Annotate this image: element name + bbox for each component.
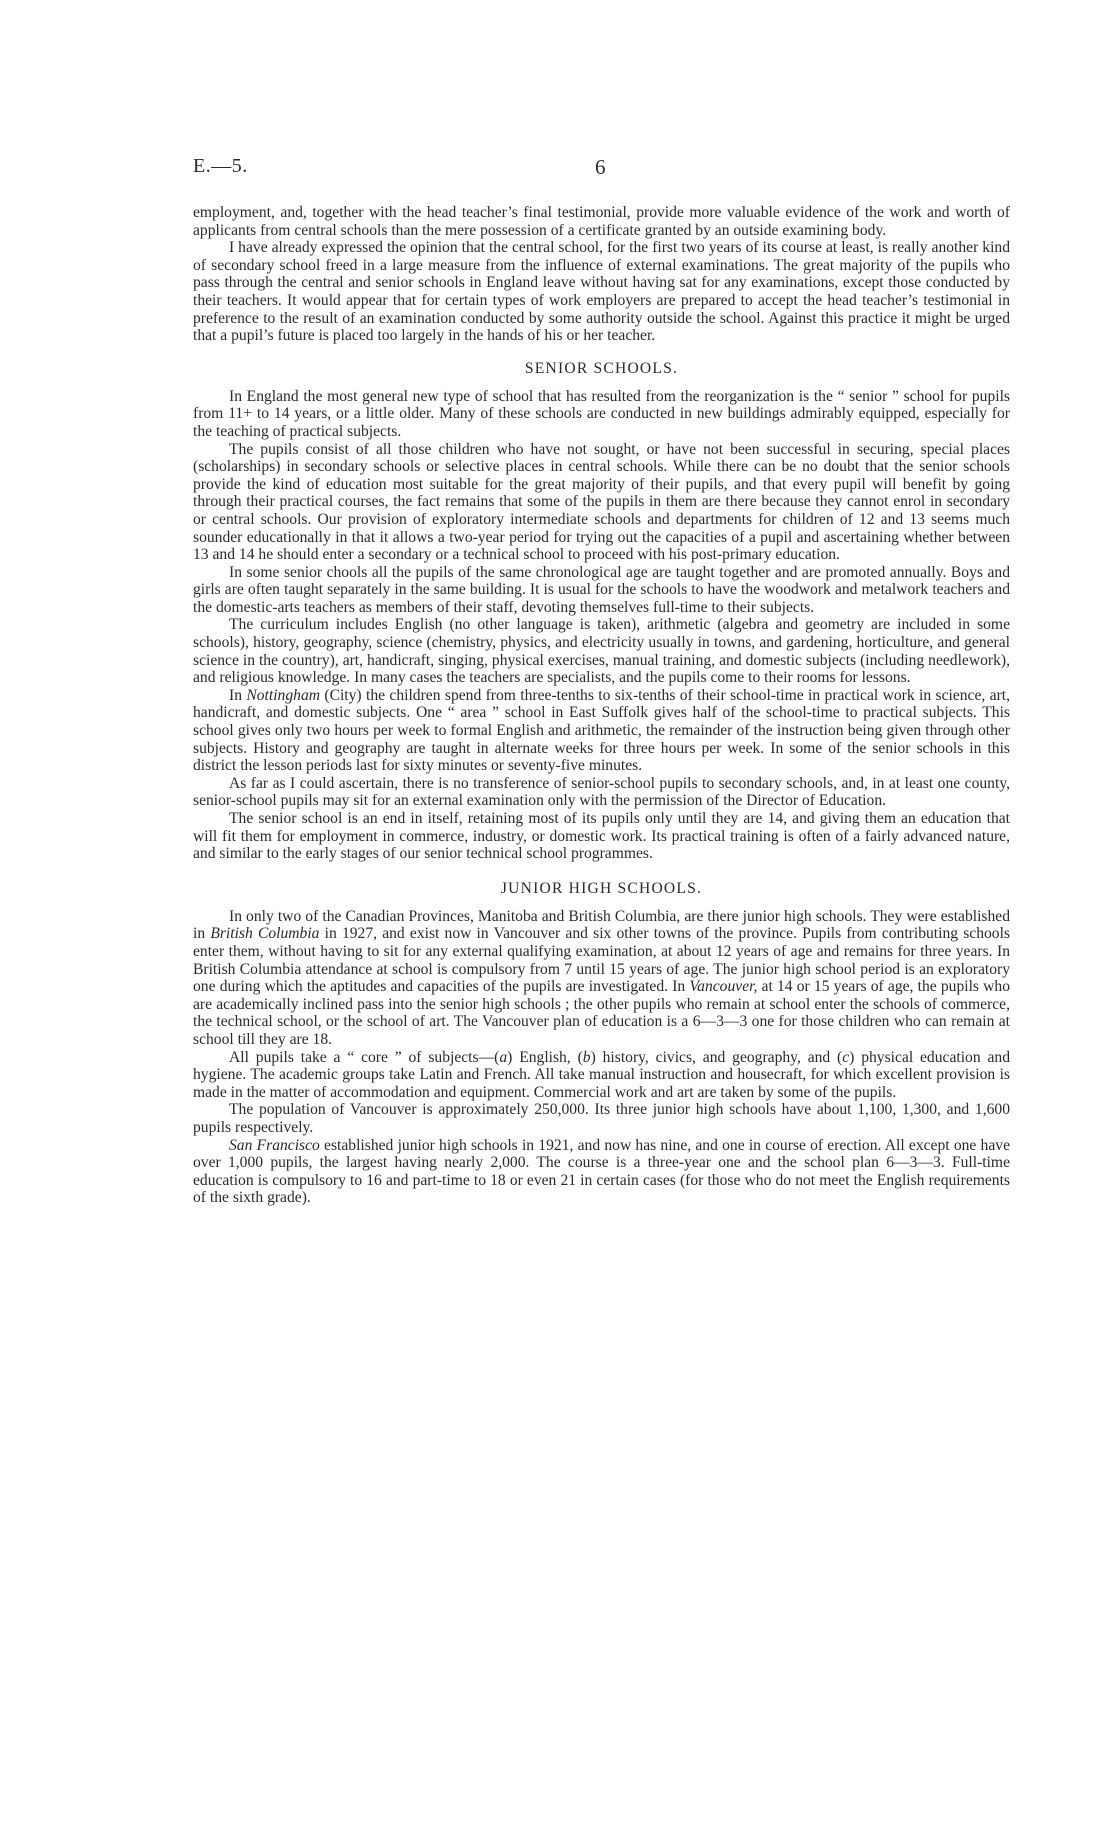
senior-p5-rest: (City) the children spend from three-tenths to six-tenths of their school-time in practical work in science, art, handicraft, and domestic subjects. One “ area ” school in East Suffolk gives half of the school-time to practical subjects. This school gives only two hours per week to formal English and arithmetic, the remainder of the instruction being given through other subjects. History and geography are taught in alternate weeks for three hours per week. In some of the senior schools in this district the lesson periods last for sixty minutes or seventy-five minutes. bbox=[193, 686, 1010, 775]
senior-paragraph-7: The senior school is an end in itself, retaining most of its pupils only until they are 14, and giving them an education that will fit them for employment in commerce, industry, or domestic work. Its practical training is often of a fairly advanced nature, and similar to the early stages of our senior technical school programmes. bbox=[193, 810, 1010, 863]
city-vancouver: Vancouver, bbox=[689, 978, 758, 996]
intro-paragraph: I have already expressed the opinion that the central school, for the first two years of its course at least, is really another kind of secondary school freed in a large measure from the influence of external examinations. The great majority of the pupils who pass through the central and senior schools in England leave without having sat for any examinations, except those conducted by their teachers. It would appear that for certain types of work employers are prepared to accept the head teacher’s testimonial in preference to the result of an examination conducted by some authority outside the school. Against this practice it might be urged that a pupil’s future is placed too largely in the hands of his or her teacher. bbox=[193, 239, 1010, 345]
senior-schools-heading: SENIOR SCHOOLS. bbox=[524, 359, 679, 377]
list-marker-b: b bbox=[582, 1048, 591, 1066]
page-header bbox=[193, 155, 1010, 185]
junior-p2-c: ) history, civics, and geography, and ( bbox=[590, 1048, 843, 1066]
junior-p1-a: In only two of the Canadian Provinces, Manitoba and British Columbia, are there junior high schools. They were established in bbox=[193, 907, 1010, 943]
province-british-columbia: British Columbia bbox=[210, 925, 320, 943]
junior-p2-b: ) English, ( bbox=[507, 1048, 583, 1066]
junior-paragraph-2 bbox=[193, 1049, 1010, 1102]
page-number: 6 bbox=[595, 155, 606, 179]
senior-p5-lead: In bbox=[229, 686, 247, 704]
senior-paragraph-4: The curriculum includes English (no other language is taken), arithmetic (algebra and geometry are included in some schools), history, geography, science (chemistry, physics, and electricity usually in towns, and gardening, horticulture, and general science in the country), art, handicraft, singing, physical exercises, manual training, and domestic subjects (including needlework), and religious knowledge. In many cases the teachers are specialists, and the pupils come to their rooms for lessons. bbox=[193, 616, 1010, 687]
junior-paragraph-3: The population of Vancouver is approximately 250,000. Its three junior high schools have about 1,100, 1,300, and 1,600 pupils respectively. bbox=[193, 1101, 1010, 1136]
junior-p1-b: in 1927, and exist now in Vancouver and six other towns of the province. Pupils from contributing schools enter them, without having to sit for any external qualifying examination, at about 12 years of age and remains for three years. In British Columbia attendance at school is compulsory from 7 until 15 years of age. The junior high school period is an exploratory one during which the aptitudes and capacities of the pupils are investigated. In bbox=[193, 925, 1011, 996]
list-marker-c: c bbox=[842, 1048, 850, 1066]
senior-paragraph-3: In some senior chools all the pupils of the same chronological age are taught together and are promoted annually. Boys and girls are often taught separately in the same building. It is usual for the schools to have the woodwork and metalwork teachers and the domestic-arts teachers as members of their staff, devoting themselves full-time to their subjects. bbox=[193, 563, 1010, 616]
list-marker-a: a bbox=[499, 1048, 508, 1066]
senior-paragraph-1: In England the most general new type of school that has resulted from the reorganization is the “ senior ” school for pupils from 11+ to 14 years, or a little older. Many of these schools are conducted in new buildings admirably equipped, especially for the teaching of practical subjects. bbox=[193, 387, 1010, 440]
junior-paragraph-4 bbox=[193, 1137, 1010, 1207]
document-reference: E.—5. bbox=[193, 155, 248, 177]
junior-p1-c: at 14 or 15 years of age, the pupils who are academically inclined pass into the senior high schools ; the other pupils who remain at school enter the schools of commerce, the technical school, or the school of art. The Vancouver plan of education is a 6—3—3 one for those children who can remain at school till they are 18. bbox=[193, 978, 1010, 1048]
intro-paragraph-continued: employment, and, together with the head teacher’s final testimonial, provide more valuable evidence of the work and worth of applicants from central schools than the mere possession of a certificate granted by an outside examining body. bbox=[193, 204, 1010, 239]
junior-paragraph-1 bbox=[193, 908, 1010, 1049]
city-san-francisco: San Francisco bbox=[229, 1136, 320, 1154]
city-nottingham: Nottingham bbox=[246, 686, 321, 704]
junior-p4-rest: established junior high schools in 1921, and now has nine, and one in course of erection. All except one have over 1,000 pupils, the largest having nearly 2,000. The course is a three-year one and the school plan 6—3—3. Full-time education is compulsory to 16 and part-time to 18 or even 21 in certain cases (for those who do not meet the English requirements of the sixth grade). bbox=[193, 1136, 1010, 1207]
page-body bbox=[193, 204, 1010, 1207]
junior-high-schools-heading: JUNIOR HIGH SCHOOLS. bbox=[500, 879, 703, 897]
junior-p2-d: ) physical education and hygiene. The academic groups take Latin and French. All take manual instruction and housecraft, for which excellent provision is made in the matter of accommodation and equipment. Commercial work and art are taken by some of the pupils. bbox=[193, 1048, 1010, 1101]
senior-paragraph-5 bbox=[193, 687, 1010, 775]
senior-paragraph-6: As far as I could ascertain, there is no transference of senior-school pupils to secondary schools, and, in at least one county, senior-school pupils may sit for an external examination only with the permission of the Director of Education. bbox=[193, 774, 1010, 810]
junior-p2-a: All pupils take a “ core ” of subjects—( bbox=[229, 1048, 500, 1066]
senior-paragraph-2: The pupils consist of all those children who have not sought, or have not been successful in securing, special places (scholarships) in secondary schools or selective places in central schools. While there can be no doubt that the senior schools provide the kind of education most suitable for the great majority of their pupils, and that every pupil will benefit by going through their practical courses, the fact remains that some of the pupils in them are there because they cannot enrol in secondary or central schools. Our provision of exploratory intermediate schools and departments for children of 12 and 13 seems much sounder educationally in that it allows a two-year period for trying out the capacities of a pupil and ascertaining whether between 13 and 14 he should enter a secondary or a technical school to proceed with his post-primary education. bbox=[193, 440, 1010, 564]
